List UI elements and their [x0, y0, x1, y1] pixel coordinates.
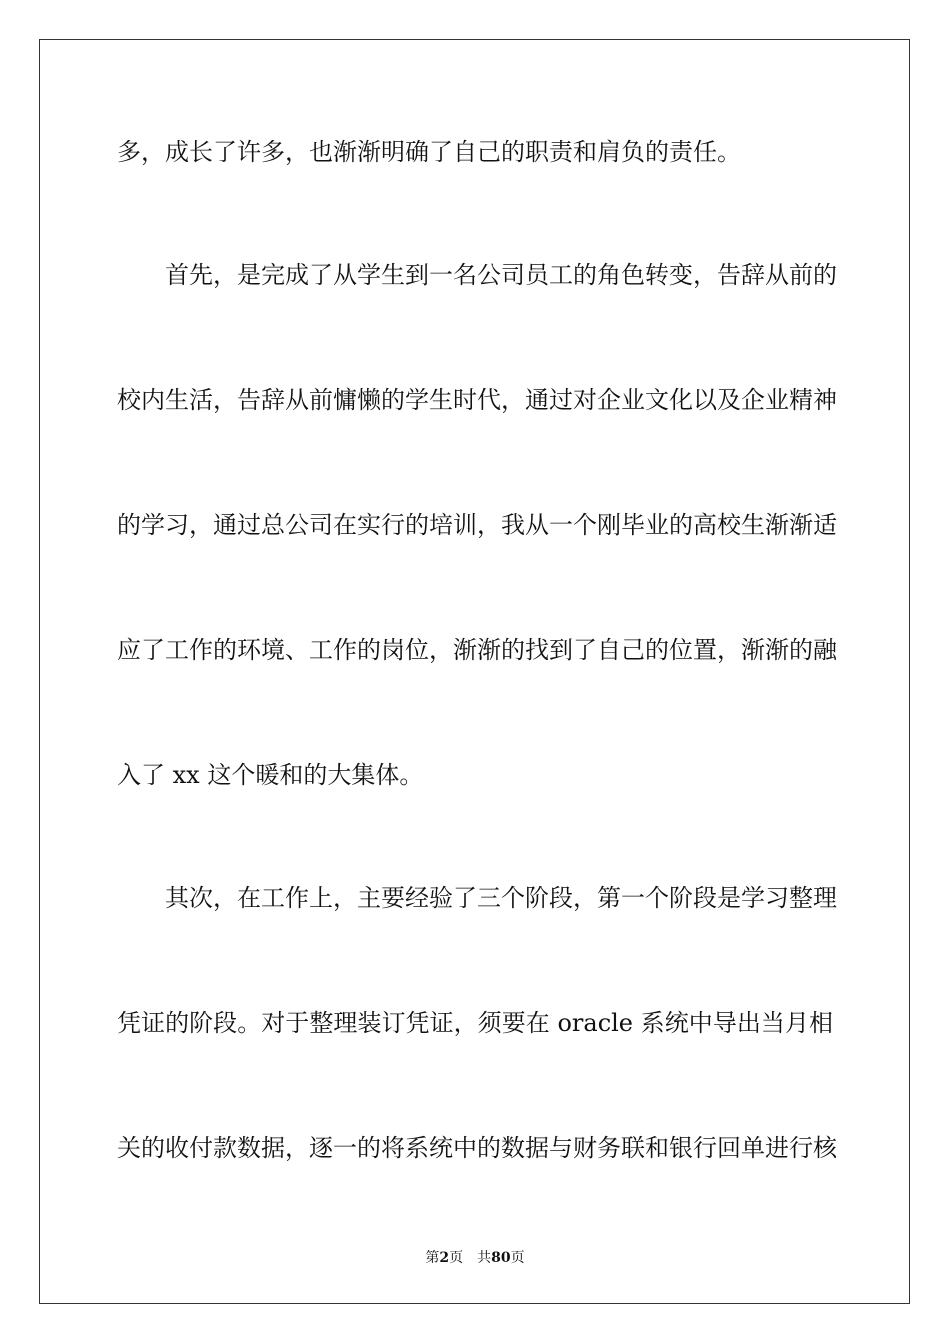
current-page-number: 2: [439, 1250, 450, 1266]
paragraph-line-2: 首先，是完成了从学生到一名公司员工的角色转变，告辞从前的: [165, 261, 837, 289]
paragraph-line-1: 多，成长了许多，也渐渐明确了自己的职责和肩负的责任。: [117, 138, 741, 166]
paragraph-line-6: 入了 xx 这个暖和的大集体。: [117, 761, 424, 789]
page-border: [39, 39, 910, 1304]
paragraph-line-7: 其次，在工作上，主要经验了三个阶段，第一个阶段是学习整理: [165, 884, 837, 912]
total-suffix: 页: [510, 1250, 525, 1266]
paragraph-line-3: 校内生活，告辞从前慵懒的学生时代，通过对企业文化以及企业精神: [117, 386, 837, 414]
paragraph-line-8: 凭证的阶段。对于整理装订凭证，须要在 oracle 系统中导出当月相: [117, 1009, 833, 1037]
page-suffix: 页: [449, 1250, 464, 1266]
paragraph-line-5: 应了工作的环境、工作的岗位，渐渐的找到了自己的位置，渐渐的融: [117, 636, 837, 664]
total-prefix: 共: [477, 1250, 492, 1266]
page-number-footer: [0, 1247, 950, 1267]
paragraph-line-4: 的学习，通过总公司在实行的培训，我从一个刚毕业的高校生渐渐适: [117, 511, 837, 539]
paragraph-line-9: 关的收付款数据，逐一的将系统中的数据与财务联和银行回单进行核: [117, 1134, 837, 1162]
page-prefix: 第: [425, 1250, 440, 1266]
total-page-count: 80: [491, 1250, 511, 1266]
